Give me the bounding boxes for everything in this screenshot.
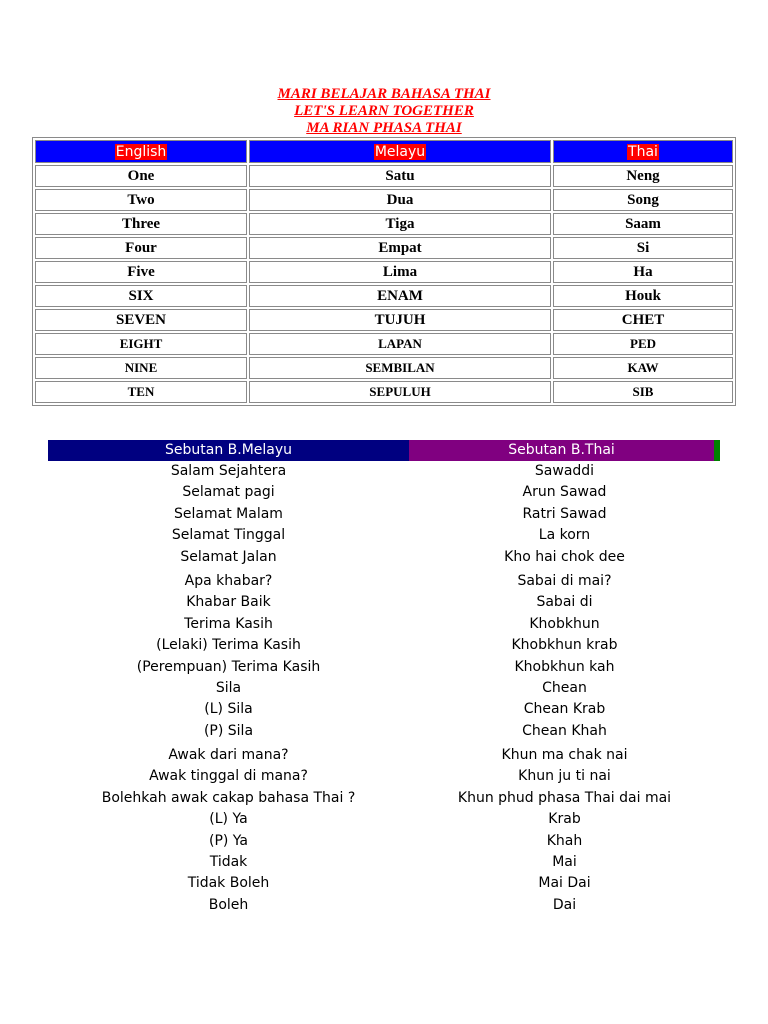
phrase-melayu: Selamat pagi: [182, 484, 275, 501]
phrase-row: [48, 657, 720, 678]
phrase-melayu: Khabar Baik: [186, 594, 271, 611]
phrase-row: [48, 809, 720, 830]
phrases-header-melayu: Sebutan B.Melayu: [48, 440, 409, 461]
phrase-melayu: Bolehkah awak cakap bahasa Thai ?: [101, 789, 356, 806]
cell-thai: CHET: [553, 309, 733, 331]
phrase-row: [48, 831, 720, 852]
numbers-table-header-row: [35, 140, 733, 163]
phrase-thai: Khun ma chak nai: [501, 747, 628, 764]
header-thai: [553, 140, 733, 163]
cell-melayu: SEMBILAN: [249, 357, 551, 379]
phrase-thai: Kho hai chok dee: [504, 548, 625, 565]
cell-thai: Houk: [553, 285, 733, 307]
phrase-thai: Sawaddi: [534, 463, 595, 479]
phrase-thai: Arun Sawad: [522, 484, 607, 501]
phrase-thai: Mai: [552, 854, 577, 871]
phrase-melayu: (Lelaki) Terima Kasih: [156, 637, 301, 654]
phrase-row: [48, 635, 720, 656]
phrase-thai: Sabai di: [536, 594, 593, 611]
phrase-thai: Ratri Sawad: [522, 505, 607, 522]
phrase-thai: Khobkhun: [529, 615, 600, 632]
table-row: [35, 261, 733, 283]
phrase-row: [48, 547, 720, 568]
header-english-label: English: [115, 143, 167, 160]
cell-melayu: Dua: [249, 189, 551, 211]
cell-melayu: Empat: [249, 237, 551, 259]
cell-thai: Si: [553, 237, 733, 259]
phrase-row: [48, 873, 720, 894]
cell-english: Three: [35, 213, 247, 235]
header-english: [35, 140, 247, 163]
table-row: [35, 285, 733, 307]
phrase-thai: Khobkhun kah: [514, 658, 615, 675]
phrase-melayu: Boleh: [208, 896, 249, 913]
phrase-melayu: Tidak Boleh: [187, 875, 270, 892]
phrase-row: [48, 504, 720, 525]
cell-melayu: ENAM: [249, 285, 551, 307]
table-row: [35, 333, 733, 355]
phrase-melayu: (L) Ya: [209, 811, 248, 828]
cell-melayu: LAPAN: [249, 333, 551, 355]
phrase-row: [48, 766, 720, 787]
cell-melayu: Lima: [249, 261, 551, 283]
cell-english: SIX: [35, 285, 247, 307]
phrase-thai: Khun ju ti nai: [518, 768, 611, 785]
title-line-english: LET'S LEARN TOGETHER: [294, 103, 474, 119]
phrase-thai: Chean Khah: [522, 722, 607, 739]
table-row: [35, 189, 733, 211]
phrase-row: [48, 525, 720, 546]
phrase-thai: Krab: [548, 811, 581, 828]
cell-english: NINE: [35, 357, 247, 379]
phrase-row: [48, 721, 720, 742]
phrase-thai: Chean: [542, 679, 587, 696]
phrase-row: [48, 571, 720, 592]
phrase-melayu: Selamat Jalan: [180, 548, 277, 565]
cell-thai: Neng: [553, 165, 733, 187]
phrase-thai: Mai Dai: [538, 875, 591, 892]
cell-english: TEN: [35, 381, 247, 403]
phrase-melayu: (L) Sila: [204, 701, 253, 718]
title-line-malay: MARI BELAJAR BAHASA THAI: [277, 86, 491, 102]
phrase-row: [48, 788, 720, 809]
phrase-row: [48, 745, 720, 766]
phrase-row: [48, 461, 720, 482]
cell-thai: SIB: [553, 381, 733, 403]
phrase-melayu: Selamat Tinggal: [171, 527, 286, 544]
phrase-thai: Chean Krab: [523, 701, 606, 718]
phrases-header-thai: Sebutan B.Thai: [409, 440, 714, 461]
phrase-thai: Khah: [546, 832, 583, 849]
cell-english: SEVEN: [35, 309, 247, 331]
cell-melayu: Tiga: [249, 213, 551, 235]
phrase-melayu: Terima Kasih: [184, 615, 273, 632]
phrase-thai: Khobkhun krab: [511, 637, 618, 654]
phrase-melayu: Awak tinggal di mana?: [149, 768, 308, 785]
table-row: [35, 357, 733, 379]
cell-english: One: [35, 165, 247, 187]
header-melayu: [249, 140, 551, 163]
phrase-thai: Khun phud phasa Thai dai mai: [457, 789, 672, 806]
cell-thai: KAW: [553, 357, 733, 379]
cell-english: Two: [35, 189, 247, 211]
phrases-table: [48, 440, 720, 916]
cell-melayu: TUJUH: [249, 309, 551, 331]
cell-thai: PED: [553, 333, 733, 355]
phrase-melayu: Apa khabar?: [184, 572, 273, 589]
phrase-melayu: Salam Sejahtera: [170, 463, 287, 479]
table-row: [35, 213, 733, 235]
cell-english: Four: [35, 237, 247, 259]
cell-thai: Saam: [553, 213, 733, 235]
cell-melayu: Satu: [249, 165, 551, 187]
phrase-row: [48, 699, 720, 720]
table-row: [35, 165, 733, 187]
numbers-table: [32, 137, 736, 406]
phrase-row: [48, 614, 720, 635]
phrase-thai: Dai: [552, 896, 577, 913]
phrase-melayu: (P) Sila: [203, 722, 254, 739]
table-row: [35, 237, 733, 259]
phrase-row: [48, 895, 720, 916]
phrase-melayu: (Perempuan) Terima Kasih: [136, 658, 321, 675]
header-melayu-label: Melayu: [374, 143, 426, 160]
cell-thai: Ha: [553, 261, 733, 283]
page-title-block: [0, 86, 768, 137]
phrase-melayu: Sila: [215, 679, 242, 696]
phrase-melayu: (P) Ya: [208, 832, 249, 849]
phrase-row: [48, 678, 720, 699]
title-line-thai: MA RIAN PHASA THAI: [306, 120, 462, 136]
phrase-melayu: Awak dari mana?: [168, 747, 289, 764]
cell-english: EIGHT: [35, 333, 247, 355]
header-thai-label: Thai: [628, 143, 658, 160]
table-row: [35, 381, 733, 403]
cell-english: Five: [35, 261, 247, 283]
phrase-melayu: Selamat Malam: [174, 505, 283, 522]
phrase-row: [48, 852, 720, 873]
phrase-melayu: Tidak: [209, 854, 248, 871]
table-row: [35, 309, 733, 331]
phrase-thai: Sabai di mai?: [517, 572, 612, 589]
cell-melayu: SEPULUH: [249, 381, 551, 403]
phrases-header-end-strip: [714, 440, 720, 461]
phrases-header-row: [48, 440, 720, 461]
phrase-row: [48, 592, 720, 613]
phrase-thai: La korn: [538, 527, 591, 544]
phrase-row: [48, 482, 720, 503]
cell-thai: Song: [553, 189, 733, 211]
